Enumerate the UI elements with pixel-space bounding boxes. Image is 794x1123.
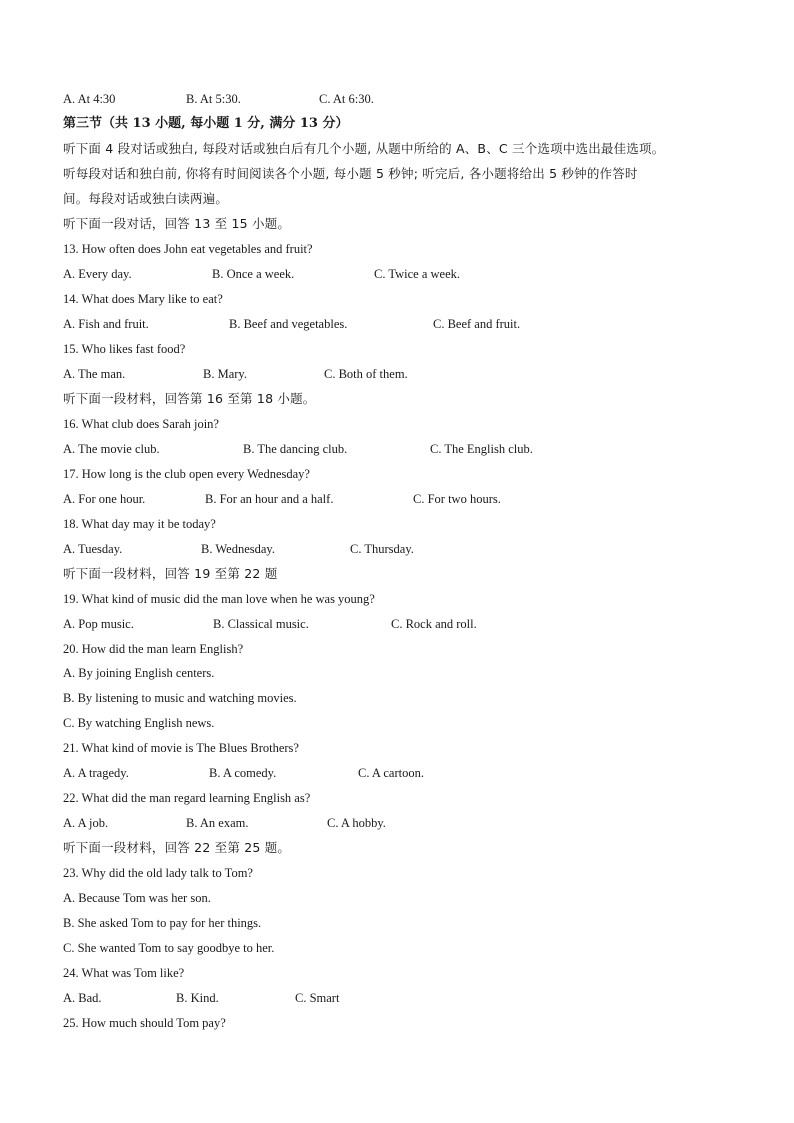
option-b: B. Once a week. (212, 267, 295, 281)
group-intro: 听下面一段材料，回答 19 至第 22 题 (63, 566, 278, 581)
group-intro: 听下面一段对话，回答 13 至 15 小题。 (63, 216, 291, 231)
question-13: 13. How often does John eat vegetables and fruit? (63, 242, 313, 256)
option-c: C. Thursday. (350, 542, 414, 556)
question-20: 20. How did the man learn English? (63, 642, 244, 656)
option-b: B. Beef and vegetables. (229, 317, 348, 331)
option-a: A. A tragedy. (63, 766, 129, 780)
option-c: C. Twice a week. (374, 267, 461, 281)
option-a: A. At 4:30 (63, 92, 116, 106)
instruction-line-1: 听下面 4 段对话或独白, 每段对话或独白后有几个小题, 从题中所给的 A、B、C 三个选项中选出最佳选项。 (63, 141, 665, 156)
option-c: C. Beef and fruit. (433, 317, 521, 331)
question-23-option-c: C. She wanted Tom to say goodbye to her. (63, 941, 275, 955)
question-22: 22. What did the man regard learning English as? (63, 791, 311, 805)
option-b: B. An exam. (186, 816, 249, 830)
question-18: 18. What day may it be today? (63, 517, 216, 531)
question-23-option-b: B. She asked Tom to pay for her things. (63, 916, 262, 930)
option-a: A. Bad. (63, 991, 102, 1005)
option-a: A. Fish and fruit. (63, 317, 149, 331)
option-a: A. For one hour. (63, 492, 146, 506)
question-21: 21. What kind of movie is The Blues Brothers? (63, 741, 299, 755)
option-b: B. For an hour and a half. (205, 492, 334, 506)
option-b: B. The dancing club. (243, 442, 348, 456)
option-a: A. The man. (63, 367, 126, 381)
option-b: B. Kind. (176, 991, 219, 1005)
option-c: C. The English club. (430, 442, 533, 456)
question-14: 14. What does Mary like to eat? (63, 292, 223, 306)
question-23-option-a: A. Because Tom was her son. (63, 891, 211, 905)
instruction-line-2: 听每段对话和独白前, 你将有时间阅读各个小题, 每小题 5 秒钟; 听完后, 各小题将给出 5 秒钟的作答时 (63, 166, 638, 181)
question-20-option-b: B. By listening to music and watching movies. (63, 691, 297, 705)
question-16: 16. What club does Sarah join? (63, 417, 219, 431)
question-17: 17. How long is the club open every Wednesday? (63, 467, 310, 481)
option-b: B. A comedy. (209, 766, 277, 780)
instruction-line-3: 间。每段对话或独白读两遍。 (63, 191, 229, 206)
option-b: B. Wednesday. (201, 542, 275, 556)
question-24: 24. What was Tom like? (63, 966, 185, 980)
group-intro: 听下面一段材料，回答 22 至第 25 题。 (63, 840, 291, 855)
option-a: A. Tuesday. (63, 542, 123, 556)
group-intro: 听下面一段材料，回答第 16 至第 18 小题。 (63, 391, 316, 406)
question-19: 19. What kind of music did the man love when he was young? (63, 592, 375, 606)
option-c: C. Both of them. (324, 367, 408, 381)
option-b: B. Classical music. (213, 617, 309, 631)
question-23: 23. Why did the old lady talk to Tom? (63, 866, 253, 880)
option-a: A. Pop music. (63, 617, 134, 631)
option-b: B. At 5:30. (186, 92, 241, 106)
option-c: C. At 6:30. (319, 92, 374, 106)
question-25: 25. How much should Tom pay? (63, 1016, 226, 1030)
section-title: 第三节（共 13 小题, 每小题 1 分, 满分 13 分） (63, 116, 349, 131)
option-c: C. Rock and roll. (391, 617, 477, 631)
option-c: C. A cartoon. (358, 766, 424, 780)
question-20-option-c: C. By watching English news. (63, 716, 215, 730)
question-20-option-a: A. By joining English centers. (63, 666, 215, 680)
question-15: 15. Who likes fast food? (63, 342, 186, 356)
option-a: A. A job. (63, 816, 109, 830)
option-a: A. Every day. (63, 267, 132, 281)
option-c: C. For two hours. (413, 492, 501, 506)
option-b: B. Mary. (203, 367, 247, 381)
option-c: C. A hobby. (327, 816, 386, 830)
option-a: A. The movie club. (63, 442, 160, 456)
option-c: C. Smart (295, 991, 340, 1005)
